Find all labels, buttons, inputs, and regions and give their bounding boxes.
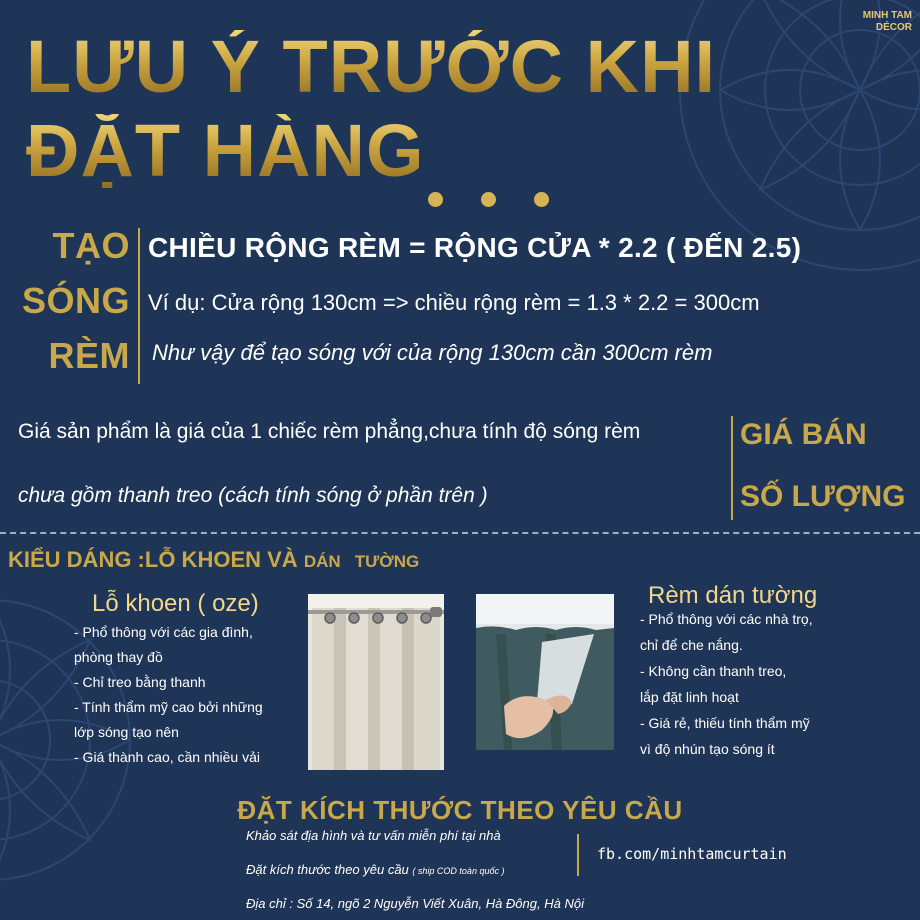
grommet-curtain-photo [308,594,444,770]
grommet-bullet: lớp sóng tạo nên [74,724,179,740]
price-line-1: Giá sản phẩm là giá của 1 chiếc rèm phẳng,chưa tính độ sóng rèm [18,420,641,443]
wave-tag-1: TẠO [52,225,130,266]
grommet-bullet: - Chỉ treo bằng thanh [74,674,206,690]
grommet-bullet: - Tính thẩm mỹ cao bởi những [74,699,263,715]
address: Địa chỉ : Số 14, ngõ 2 Nguyễn Viết Xuân, Hà Đông, Hà Nội [246,896,584,911]
custom-line-1: Khảo sát địa hình và tư vấn miễn phí tại nhà [246,828,501,843]
styles-heading-main: KIỂU DÁNG :LỖ KHOEN VÀ [8,547,298,572]
facebook-link[interactable]: fb.com/minhtamcurtain [597,845,787,863]
title-line-2: ĐẶT HÀNG [26,109,425,192]
custom-line-2-small: ( ship COD toàn quốc ) [412,866,505,876]
styles-heading [8,547,419,573]
wall-bullets [640,606,813,762]
brand-line-1: MINH TAM [862,10,912,21]
grommet-bullet: - Giá thành cao, cần nhiều vải [74,749,261,765]
wave-tag-3: RÈM [48,335,130,376]
wall-title: Rèm dán tường [648,582,818,609]
custom-line-2-text: Đặt kích thước theo yêu cầu [246,862,409,877]
wave-tag-2: SÓNG [21,280,130,321]
custom-divider [577,834,579,876]
grommet-bullets [74,620,263,770]
price-tag-2: SỐ LƯỢNG [740,480,906,513]
wall-bullet: vì độ nhún tạo sóng ít [640,741,775,757]
brand-logo [822,10,912,34]
wall-bullet: - Giá rẻ, thiếu tính thẩm mỹ [640,715,810,731]
custom-title: ĐẶT KÍCH THƯỚC THEO YÊU CẦU [237,795,683,825]
wall-bullet: lắp đặt linh hoạt [640,689,739,705]
grommet-bullet: - Phổ thông với các gia đình, [74,624,253,640]
wave-note: Như vậy để tạo sóng với của rộng 130cm cần 300cm rèm [152,340,713,365]
section-separator [0,532,920,534]
price-divider [731,416,733,520]
wall-bullet: - Không cần thanh treo, [640,663,787,679]
wave-formula: CHIỀU RỘNG RÈM = RỘNG CỬA * 2.2 ( ĐẾN 2.5) [148,232,802,263]
styles-heading-small: DÁN [303,552,341,571]
wave-divider [138,228,140,384]
styles-heading-end: TƯỜNG [354,552,420,571]
title-dots [428,192,587,212]
grommet-bullet: phòng thay đồ [74,649,163,665]
title-line-1: LƯU Ý TRƯỚC KHI [26,25,717,108]
grommet-title: Lỗ khoen ( oze) [92,590,259,617]
wave-example: Ví dụ: Cửa rộng 130cm => chiều rộng rèm = 1.3 * 2.2 = 300cm [148,290,760,315]
wall-bullet: - Phổ thông với các nhà trọ, [640,611,813,627]
wall-curtain-photo [476,594,614,750]
wall-bullet: chỉ để che nắng. [640,637,743,653]
brand-line-2: DÉCOR [875,22,912,33]
custom-line-2 [246,862,504,877]
price-tag-1: GIÁ BÁN [740,418,867,451]
price-line-2: chưa gồm thanh treo (cách tính sóng ở phần trên ) [18,484,488,507]
